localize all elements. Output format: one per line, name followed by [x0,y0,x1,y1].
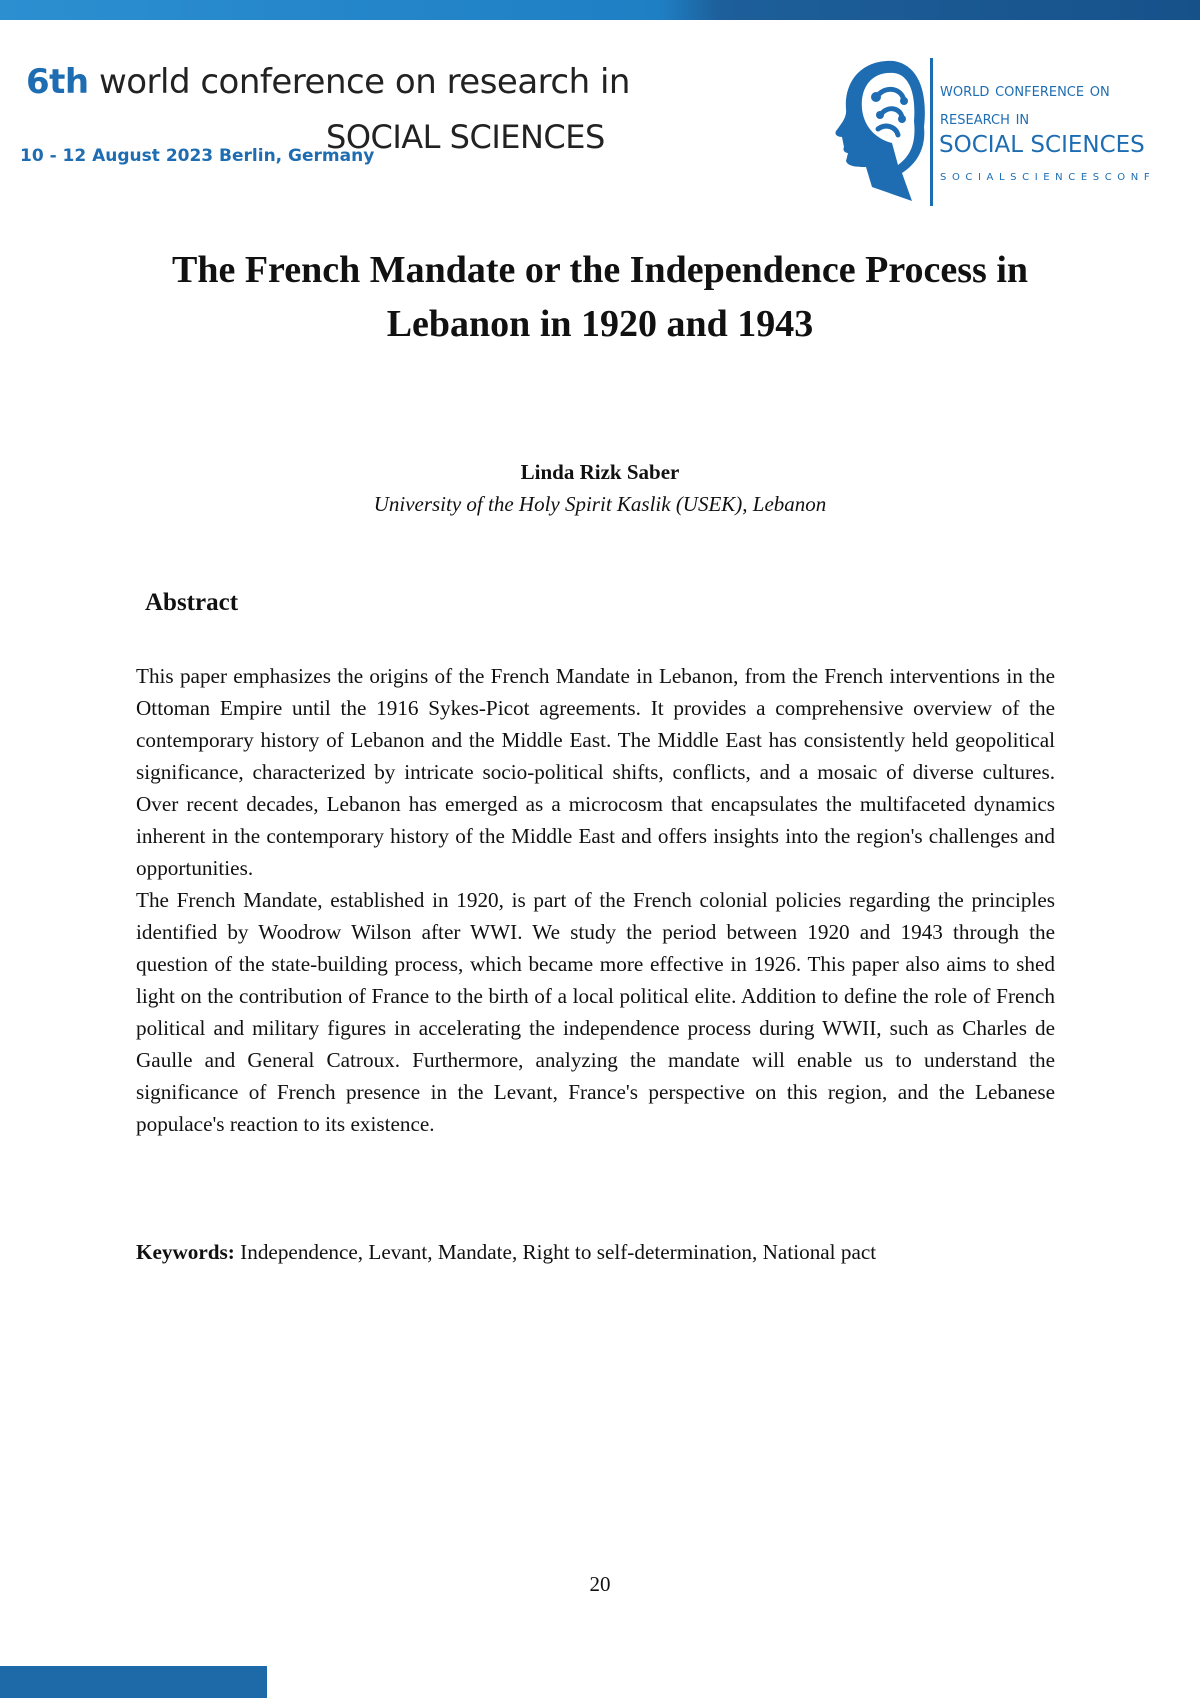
conference-logo [832,55,1156,205]
conference-title-text: world conference on research in [98,62,630,102]
keywords [136,1236,1055,1268]
conference-title-line2: SOCIAL SCIENCES [326,118,605,156]
author-name: Linda Rizk Saber [520,460,680,484]
abstract-heading: Abstract [145,589,239,616]
conference-title-line1 [26,62,630,102]
conference-edition: 6th [26,62,89,102]
logo-divider [930,58,933,206]
keywords-list: Independence, Levant, Mandate, Right to self-determination, National pact [240,1240,877,1264]
logo-text-line2: research in [940,108,1030,129]
conference-dates: 10 - 12 August 2023 Berlin, Germany [20,146,375,166]
top-decorative-bar [0,0,1200,20]
abstract-paragraph-1: This paper emphasizes the origins of the French Mandate in Lebanon, from the French interventions in the Ottoman Empire until the 1916 Sykes-Picot agreements. It provides a comprehensive overview of the contemporary history of Lebanon and the Middle East. The Middle East has consistently held geopolitical significance, characterized by intricate socio-political shifts, conflicts, and a mosaic of diverse cultures. Over recent decades, Lebanon has emerged as a microcosm that encapsulates the multifaceted dynamics inherent in the contemporary history of the Middle East and offers insights into the region's challenges and opportunities. [136,664,1055,880]
head-brain-icon [832,55,930,205]
logo-text-line1: world conference on [940,80,1110,101]
page-number: 20 [589,1572,611,1596]
logo-text-line3: SOCIAL SCIENCES [939,132,1145,158]
abstract-paragraph-2: The French Mandate, established in 1920, is part of the French colonial policies regarding the principles identified by Woodrow Wilson after WWI. We study the period between 1920 and 1943 through the question of the state-building process, which became more effective in 1926. This paper also aims to shed light on the contribution of France to the birth of a local political elite. Addition to define the role of French political and military figures in accelerating the independence process during WWII, such as Charles de Gaulle and General Catroux. Furthermore, analyzing the mandate will enable us to understand the significance of French presence in the Levant, France's perspective on this region, and the Lebanese populace's reaction to its existence. [136,888,1055,1136]
bottom-decorative-bar [0,1666,267,1698]
conference-header [20,62,630,172]
abstract-body [136,660,1055,1140]
author-affiliation: University of the Holy Spirit Kaslik (USEK), Lebanon [373,492,827,516]
logo-text-line4: SOCIALSCIENCESCONF [940,172,1156,183]
keywords-label: Keywords: [136,1240,235,1264]
paper-title: The French Mandate or the Independence Process in Lebanon in 1920 and 1943 [171,249,1029,345]
